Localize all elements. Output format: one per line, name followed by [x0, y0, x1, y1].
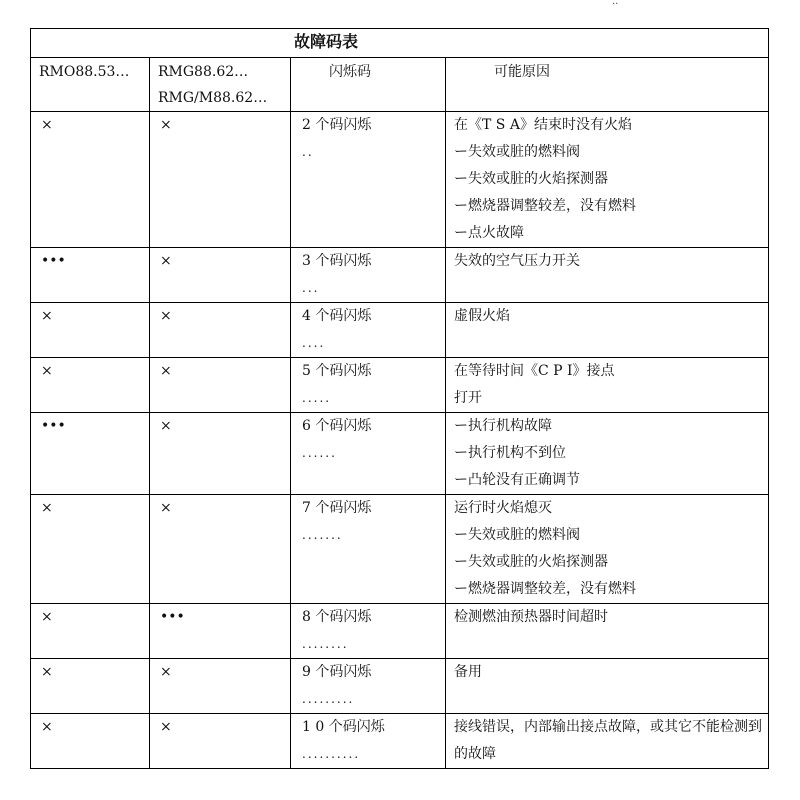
blink-code-cell	[291, 303, 446, 358]
rmg-status-cell: ×	[150, 659, 291, 714]
cause-line: ー点火故障	[454, 225, 524, 241]
possible-cause-cell	[446, 659, 769, 714]
blink-code-label: 8 个码闪烁	[302, 609, 372, 625]
table-row	[31, 495, 769, 604]
blink-dots: ......	[302, 446, 337, 460]
cause-line: 虚假火焰	[454, 308, 510, 324]
cause-line: ー燃烧器调整较差，没有燃料	[454, 198, 636, 214]
cause-line: 失效的空气压力开关	[454, 253, 580, 269]
blink-code-label: 5 个码闪烁	[302, 363, 372, 379]
blink-code-cell	[291, 495, 446, 604]
table-row	[31, 604, 769, 659]
cause-line: 运行时火焰熄灭	[454, 500, 552, 516]
rmo-status-cell: ×	[31, 358, 150, 413]
rmo-status-cell: ×	[31, 495, 150, 604]
blink-code-cell	[291, 248, 446, 303]
rmg-status-cell: •••	[150, 604, 291, 659]
table-row	[31, 112, 769, 248]
blink-code-cell	[291, 413, 446, 495]
possible-cause-cell	[446, 248, 769, 303]
blink-code-cell	[291, 112, 446, 248]
rmo-status-cell: ×	[31, 604, 150, 659]
rmo-status-cell: ×	[31, 303, 150, 358]
header-rmo	[31, 58, 150, 112]
possible-cause-cell	[446, 495, 769, 604]
blink-dots: ..	[302, 145, 314, 159]
blink-dots: ...	[302, 281, 320, 295]
rmo-status-cell: ×	[31, 714, 150, 769]
blink-code-label: 4 个码闪烁	[302, 308, 372, 324]
possible-cause-cell	[446, 303, 769, 358]
rmo-status-cell: ×	[31, 112, 150, 248]
table-row	[31, 248, 769, 303]
cause-line: 检测燃油预热器时间超时	[454, 609, 608, 625]
cause-line: ー凸轮没有正确调节	[454, 472, 580, 488]
header-possible-cause: 可能原因	[446, 58, 769, 112]
rmg-status-cell: ×	[150, 413, 291, 495]
blink-code-label: 7 个码闪烁	[302, 500, 372, 516]
cause-line: ー燃烧器调整较差，没有燃料	[454, 581, 636, 597]
table-header-row	[31, 58, 769, 112]
cause-line: ー失效或脏的燃料阀	[454, 527, 580, 543]
corner-mark: ··	[612, 0, 619, 10]
cause-line: 备用	[454, 664, 482, 680]
rmo-status-cell: •••	[31, 413, 150, 495]
blink-dots: .........	[302, 692, 355, 706]
blink-code-label: 3 个码闪烁	[302, 253, 372, 269]
blink-code-label: 6 个码闪烁	[302, 418, 372, 434]
blink-code-cell	[291, 604, 446, 659]
cause-line: ー执行机构不到位	[454, 445, 566, 461]
blink-code-label: 1 0 个码闪烁	[302, 719, 385, 735]
blink-code-cell	[291, 714, 446, 769]
possible-cause-cell	[446, 714, 769, 769]
rmo-status-cell: ×	[31, 659, 150, 714]
cause-line: ー失效或脏的燃料阀	[454, 144, 580, 160]
rmo-status-cell: •••	[31, 248, 150, 303]
possible-cause-cell	[446, 604, 769, 659]
rmg-status-cell: ×	[150, 495, 291, 604]
blink-code-label: 2 个码闪烁	[302, 117, 372, 133]
possible-cause-cell	[446, 413, 769, 495]
rmg-status-cell: ×	[150, 303, 291, 358]
table-row	[31, 303, 769, 358]
table-row	[31, 358, 769, 413]
header-rmg	[150, 58, 291, 112]
rmg-status-cell: ×	[150, 248, 291, 303]
possible-cause-cell	[446, 112, 769, 248]
blink-dots: ........	[302, 637, 349, 651]
blink-code-cell	[291, 659, 446, 714]
cause-line: 打开	[454, 390, 482, 406]
rmg-status-cell: ×	[150, 714, 291, 769]
possible-cause-cell	[446, 358, 769, 413]
blink-dots: ....	[302, 336, 326, 350]
blink-dots: ..........	[302, 747, 361, 761]
cause-line: ー执行机构故障	[454, 418, 552, 434]
blink-dots: .......	[302, 528, 343, 542]
table-title-row	[31, 29, 769, 58]
header-blink-code: 闪烁码	[291, 58, 446, 112]
cause-line: 接线错误，内部输出接点故障，或其它不能检测到的故障	[454, 719, 762, 762]
blink-code-cell	[291, 358, 446, 413]
table-row	[31, 714, 769, 769]
table-title: 故障码表	[31, 29, 769, 58]
header-rmo-label: RMO88.53…	[39, 64, 130, 80]
blink-code-label: 9 个码闪烁	[302, 664, 372, 680]
cause-line: ー失效或脏的火焰探测器	[454, 554, 608, 570]
header-rmgm-label: RMG/M88.62…	[158, 90, 268, 106]
blink-dots: .....	[302, 391, 332, 405]
cause-line: 在等待时间《C P I》接点	[454, 363, 615, 379]
cause-line: ー失效或脏的火焰探测器	[454, 171, 608, 187]
fault-code-table	[30, 28, 769, 769]
rmg-status-cell: ×	[150, 112, 291, 248]
cause-line: 在《T S A》结束时没有火焰	[454, 117, 632, 133]
table-row	[31, 413, 769, 495]
header-rmg-label: RMG88.62…	[158, 64, 249, 80]
table-row	[31, 659, 769, 714]
rmg-status-cell: ×	[150, 358, 291, 413]
